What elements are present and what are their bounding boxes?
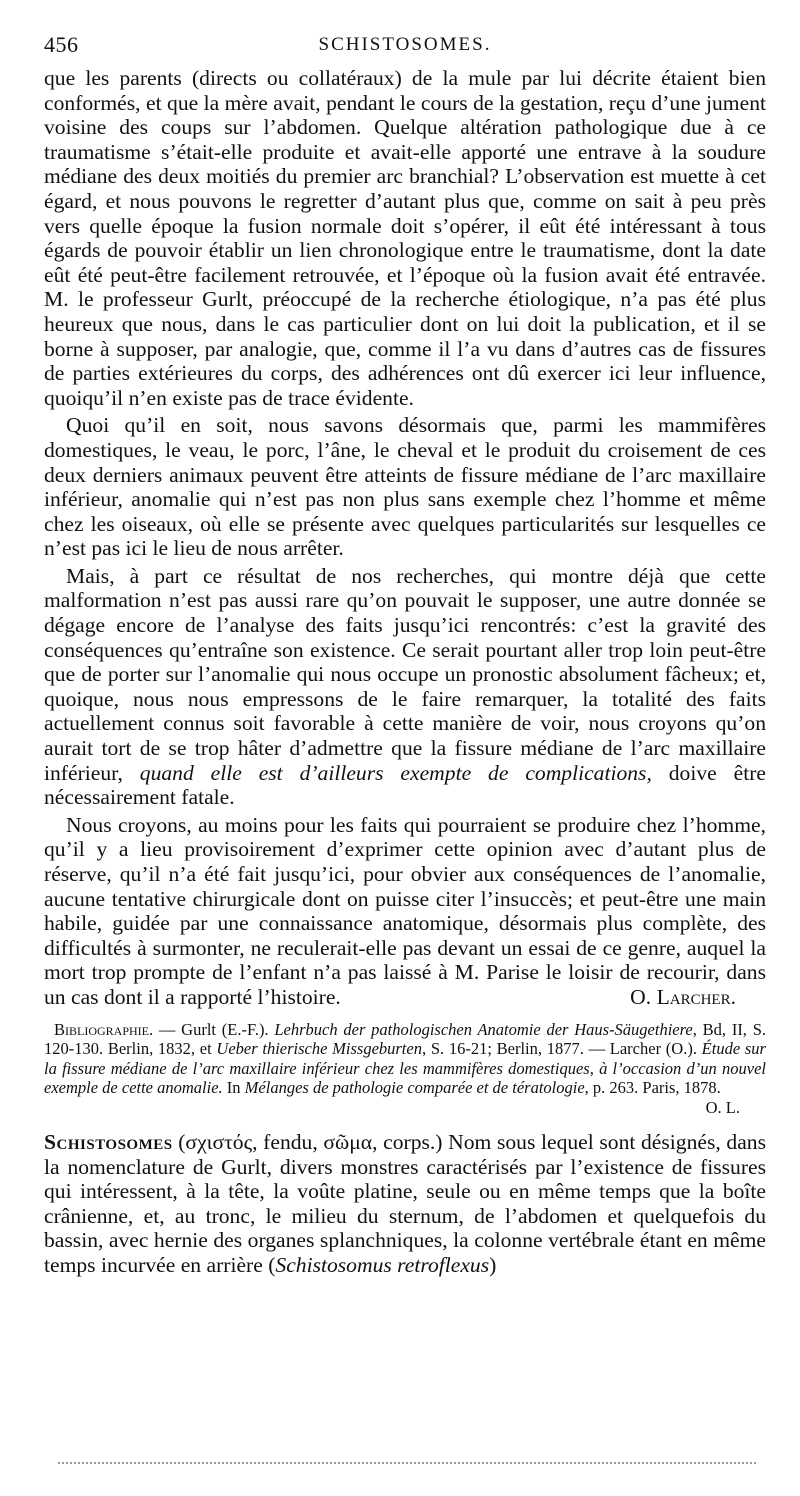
author-signature: O. Larcher. (630, 984, 736, 1009)
bibliography-title: Ueber thierische Missgeburten (216, 1039, 422, 1059)
paragraph: Quoi qu’il en soit, nous savons désormais que, parmi les mammifères domestiques, le veau, le porc, l’âne, le cheval et le produit du croisement de ces deux derniers animaux peuvent être atteints de fissure médiane de l’arc maxillaire inférieur, anomalie qui n’est pas non plus sans exemple chez l’homme et même chez les oiseaux, où elle se présente avec quelques particularités sur lesquelles ce n’est pas ici le lieu de nous arrêter. (44, 413, 766, 561)
page-header (44, 32, 766, 62)
entry-species-name: Schistosomus retroflexus (275, 1252, 490, 1277)
bibliography-signature: O. L. (705, 1097, 740, 1117)
bibliography-title: Mélanges de pathologie comparée et de tératologie (244, 1078, 585, 1098)
bibliography-title: Lehrbuch der pathologischen Anatomie der Haus-Säugethiere (274, 1019, 693, 1039)
bibliography-title: Étude sur la fissure médiane de l’arc maxillaire inférieur chez les mammifères domestiques, à l’occasion d’un nouvel exemple de cette anomalie. (44, 1039, 766, 1098)
bibliography-text: — Gurlt (E.-F.). (153, 1019, 275, 1039)
paragraph: que les parents (directs ou collatéraux) de la mule par lui décrite étaient bien conformés, et que la mère avait, pendant le cours de la gestation, reçu d’une jument voisine des coups sur l’abdomen. Quelque altération pathologique due à ce traumatisme s’était-elle produite et avait-elle apporté une entrave à la soudure médiane des deux moitiés du premier arc branchial? L’observation est muette à cet égard, et nous pouvons le regretter d’autant plus que, comme on sait à peu près vers quelle époque la fusion normale doit s’opérer, il eût été intéressant à tous égards de pouvoir établir un lien chronologique entre le traumatisme, dont la date eût été peut-être facilement retrouvée, et l’époque où la fusion avait été entravée. M. le professeur Gurlt, préoccupé de la recherche étiologique, n’a pas été plus heureux que nous, dans le cas particulier dont on lui doit la publication, et il se borne à supposer, par analogie, que, comme il l’a vu dans d’autres cas de fissures de parties extérieures du corps, des adhérences ont dû exercer ici leur influence, quoiqu’il n’en existe pas de trace évidente. (44, 66, 766, 410)
italic-phrase: quand elle est d’ailleurs exempte de complications, (139, 760, 652, 785)
bibliography-text: , p. 263. Paris, 1878. (584, 1078, 721, 1098)
page-bottom-rule (58, 1462, 756, 1464)
paragraph-text: doive être nécessairement fatale. (44, 760, 766, 810)
paragraph-text: Mais, à part ce résultat de nos recherches, qui montre déjà que cette malformation n’est pas aussi rare qu’on pouvait le supposer, une autre donnée se dégage encore de l’analyse des faits jusqu’ici rencontrés: c’est la gravité des conséquences qu’entraîne son existence. Ce serait pourtant aller trop loin peut-être que de porter sur l’anomalie qui nous occupe un pronostic absolument fâcheux; et, quoique, nous nous empressons de le faire remarquer, la totalité des faits actuellement connus soit favorable à cette manière de voir, nous croyons qu’on aurait tort de se trop hâter d’admettre que la fissure médiane de l’arc maxillaire inférieur, (44, 563, 766, 785)
body-text (44, 66, 766, 1278)
paragraph (44, 564, 766, 810)
entry-text: ) (489, 1252, 497, 1277)
bibliography (44, 1019, 767, 1117)
paragraph-text: Nous croyons, au moins pour les faits qui pourraient se produire chez l’homme, qu’il y a lieu provisoirement d’exprimer cette opinion avec d’autant plus de réserve, qu’il n’a été fait jusqu’ici, pour obvier aux conséquences de l’anomalie, aucune tentative chirurgicale dont on puisse citer l’insuccès; et peut-être une main habile, guidée par une connaissance anatomique, désormais plus complète, des difficultés à surmonter, ne reculerait-elle pas devant un essai de ce genre, auquel la mort trop prompte de l’enfant n’a pas laissé à M. Parise le loisir de recourir, dans un cas dont il a rapporté l’histoire. (44, 812, 766, 1009)
paragraph (44, 813, 766, 1010)
page-number: 456 (44, 32, 79, 57)
bibliography-label: Bibliographie. (54, 1019, 154, 1039)
entry-headword: Schistosomes (44, 1129, 173, 1154)
bibliography-text: , S. 16-21; Berlin, 1877. — Larcher (O.). (421, 1039, 702, 1059)
entry-text: (σχιστός, fendu, σῶμα, corps.) Nom sous lequel sont désignés, dans la nomenclature de Gurlt, divers monstres caractérisés par l’existence de fissures qui intéressent, à la tête, la voûte platine, seule ou en même temps que la boîte crânienne, et, au tronc, le milieu du sternum, de l’abdomen et quelquefois du bassin, avec hernie des organes splanchniques, la colonne vertébrale étant en même temps incurvée en arrière ( (44, 1129, 766, 1277)
bibliography-text: In (222, 1078, 245, 1098)
running-head: SCHISTOSOMES. (318, 34, 492, 55)
bibliography-text: , Bd, II, S. 120-130. Berlin, 1832, et (44, 1019, 767, 1059)
dictionary-entry (44, 1130, 766, 1278)
